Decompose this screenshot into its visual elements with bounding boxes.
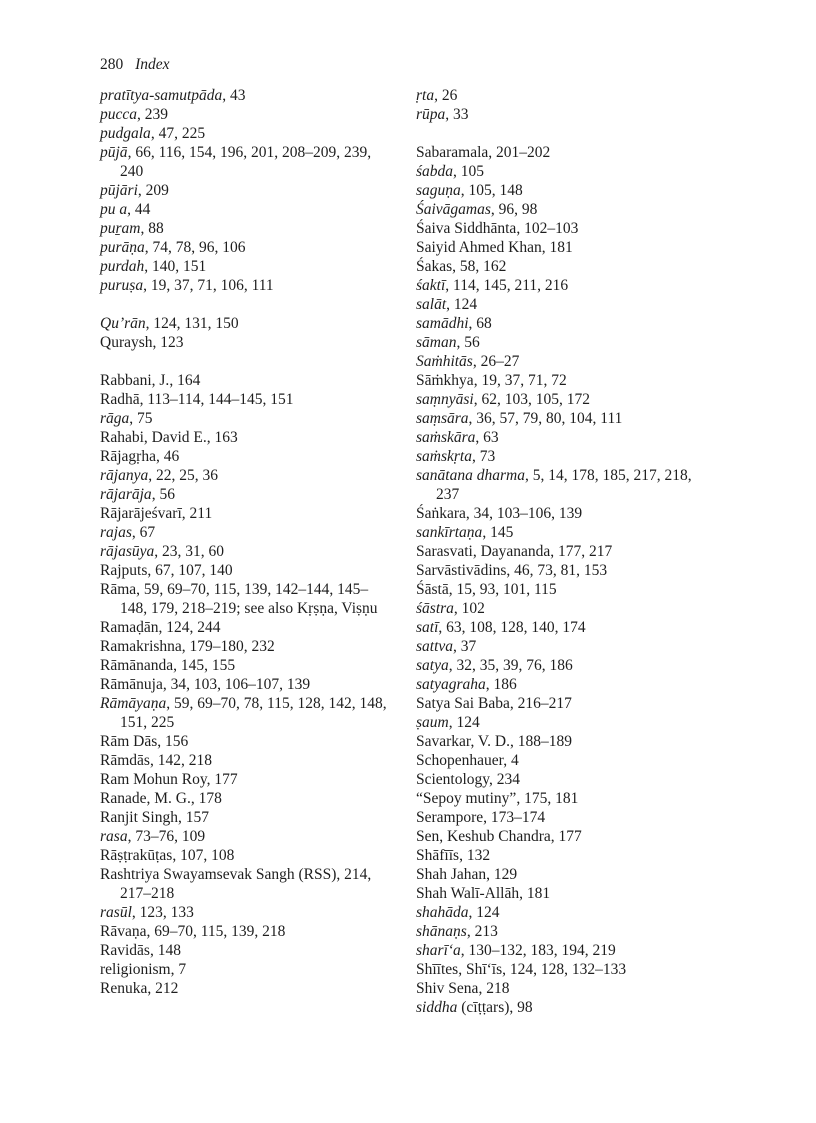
index-locators: , 124 (448, 714, 480, 731)
index-entry (100, 542, 390, 561)
index-entry (416, 694, 716, 713)
index-entry (100, 124, 390, 143)
index-locators: , 67 (131, 524, 156, 541)
index-locators: , 73 (471, 448, 496, 465)
index-term: purdah (100, 258, 145, 275)
index-term: salāt (416, 296, 447, 313)
index-term: Radhā (100, 391, 140, 408)
index-entry (416, 276, 716, 295)
index-locators: , 19, 37, 71, 72 (473, 372, 567, 389)
index-term: Saiyid Ahmed Khan (416, 239, 542, 256)
index-term: siddha (416, 999, 458, 1016)
index-locators: , 156 (157, 733, 189, 750)
index-locators: , 175, 181 (516, 790, 579, 807)
index-term: shahāda (416, 904, 469, 921)
index-term: sankīrtaṇa (416, 524, 483, 541)
index-term: pūjāri (100, 182, 138, 199)
index-entry (100, 732, 390, 751)
index-entry (416, 257, 716, 276)
index-locators: , 59, 69–70, 78, 115, 128, 142, 148, 151, 225 (120, 695, 387, 731)
index-locators: , 102–103 (516, 220, 579, 237)
index-locators: , 22, 25, 36 (148, 467, 218, 484)
index-term: Rahabi, David E. (100, 429, 207, 446)
index-entry (100, 523, 390, 542)
index-term: Śakas (416, 258, 453, 275)
index-locators: , 132 (459, 847, 491, 864)
index-term: shānaṇs (416, 923, 467, 940)
index-term: Rāma (100, 581, 137, 598)
index-term: Serampore (416, 809, 484, 826)
index-entry (416, 884, 716, 903)
index-locators: , 124 (468, 904, 500, 921)
index-term: Śāstā (416, 581, 449, 598)
index-locators: , 59, 69–70, 115, 139, 142–144, 145–148, 179, 218–219; see also Kṛṣṇa, Viṣṇu (120, 581, 378, 617)
index-term: Sāṁkhya (416, 372, 474, 389)
index-term: Qu’rān (100, 315, 146, 332)
index-locators: , 43 (222, 87, 246, 104)
index-locators: , 177 (550, 828, 582, 845)
index-entry (416, 789, 716, 808)
index-entry (100, 485, 390, 504)
index-locators: , 34, 103–106, 139 (465, 505, 583, 522)
index-entry (416, 732, 716, 751)
index-locators: , 96, 98 (490, 201, 538, 218)
index-entry (416, 998, 716, 1017)
index-locators: , 130–132, 183, 194, 219 (460, 942, 616, 959)
index-entry (100, 181, 390, 200)
index-entry (416, 865, 716, 884)
index-entry (100, 409, 390, 428)
index-locators: , 181 (541, 239, 573, 256)
index-entry (416, 466, 716, 504)
index-entry (100, 561, 390, 580)
index-term: pudgala (100, 125, 151, 142)
index-term: rājasūya (100, 543, 155, 560)
index-locators: , 37 (453, 638, 477, 655)
index-locators: , 56 (151, 486, 175, 503)
index-locators: , 201–202 (488, 144, 551, 161)
index-entry (100, 770, 390, 789)
index-entry (416, 447, 716, 466)
index-term: Śaṅkara (416, 505, 466, 522)
index-entry (100, 637, 390, 656)
index-term: Rāmānanda (100, 657, 174, 674)
index-locators: , 56 (456, 334, 480, 351)
index-locators: , 239 (137, 106, 169, 123)
index-locators: , 58, 162 (452, 258, 507, 275)
index-term: puṟam (100, 220, 141, 237)
index-term: Savarkar, V. D. (416, 733, 510, 750)
index-locators: , 234 (489, 771, 521, 788)
index-term: ṣaum (416, 714, 449, 731)
index-term: Sarvāstivādins (416, 562, 507, 579)
index-locators: , 114, 145, 211, 216 (445, 277, 569, 294)
index-term: Sen, Keshub Chandra (416, 828, 551, 845)
index-term: Śaivāgamas (416, 201, 491, 218)
index-term: Quraysh (100, 334, 153, 351)
index-term: Satya Sai Baba (416, 695, 510, 712)
index-term: Shāfīīs (416, 847, 460, 864)
index-locators: , 63, 108, 128, 140, 174 (438, 619, 586, 636)
index-locators: , 44 (127, 201, 151, 218)
index-term: saguṇa (416, 182, 461, 199)
index-entry (100, 846, 390, 865)
index-entry (416, 200, 716, 219)
index-locators: , 66, 116, 154, 196, 201, 208–209, 239, 240 (120, 144, 372, 180)
index-term: Rāvaṇa (100, 923, 147, 940)
index-locators: , 23, 31, 60 (154, 543, 224, 560)
index-entry (100, 960, 390, 979)
index-term: sāman (416, 334, 457, 351)
index-locators: , 173–174 (483, 809, 546, 826)
page-number: 280 (100, 56, 124, 73)
index-locators: , 105 (453, 163, 485, 180)
index-entry (100, 447, 390, 466)
index-locators: , 105, 148 (460, 182, 523, 199)
index-entry (416, 409, 716, 428)
index-term: puruṣa (100, 277, 144, 294)
index-locators: , 19, 37, 71, 106, 111 (143, 277, 274, 294)
index-locators: , 46, 73, 81, 153 (506, 562, 608, 579)
index-term: Rājarājeśvarī (100, 505, 182, 522)
index-locators: , 179–180, 232 (181, 638, 275, 655)
index-term: Ranade, M. G. (100, 790, 191, 807)
index-locators: , 7 (170, 961, 187, 978)
index-entry (416, 979, 716, 998)
index-term: Ram Mohun Roy (100, 771, 207, 788)
index-locators: , 163 (206, 429, 238, 446)
index-term: Rāmdās (100, 752, 150, 769)
index-entry (416, 523, 716, 542)
index-locators: , 102 (453, 600, 485, 617)
index-entry (416, 295, 716, 314)
index-term: Sabaramala (416, 144, 489, 161)
index-locators: , 145 (482, 524, 514, 541)
index-entry (416, 428, 716, 447)
index-entry (416, 580, 716, 599)
index-term: rasūl (100, 904, 132, 921)
index-locators: , 36, 57, 79, 80, 104, 111 (468, 410, 623, 427)
index-locators: , 178 (190, 790, 222, 807)
index-locators: , 129 (486, 866, 518, 883)
index-locators: , 15, 93, 101, 115 (448, 581, 557, 598)
index-term: Rāṣṭrakūṭas (100, 847, 173, 864)
index-term: rājarāja (100, 486, 152, 503)
index-locators: , 181 (519, 885, 551, 902)
index-locators: , 148 (149, 942, 181, 959)
index-locators: , 216–217 (509, 695, 572, 712)
index-locators: , 123, 133 (131, 904, 194, 921)
index-entry (100, 428, 390, 447)
index-entry (100, 903, 390, 922)
index-entry (416, 941, 716, 960)
index-term: Rām Dās (100, 733, 158, 750)
index-term: sharī‘a (416, 942, 461, 959)
index-term: Rabbani, J. (100, 372, 170, 389)
index-locators: , 62, 103, 105, 172 (473, 391, 590, 408)
index-term: rasa (100, 828, 128, 845)
index-locators: , 145, 155 (173, 657, 236, 674)
index-entry (100, 257, 390, 276)
index-term: saṁskāra (416, 429, 476, 446)
index-entry (416, 504, 716, 523)
index-entry (416, 314, 716, 333)
index-entry (100, 105, 390, 124)
index-term: religionism (100, 961, 171, 978)
index-locators: , 113–114, 144–145, 151 (139, 391, 294, 408)
index-term: Schopenhauer (416, 752, 504, 769)
index-term: rāga (100, 410, 130, 427)
index-entry (416, 675, 716, 694)
index-entry (416, 599, 716, 618)
index-entry (100, 371, 390, 390)
index-locators: , 123 (152, 334, 184, 351)
index-locators: , 26–27 (472, 353, 520, 370)
index-entry (416, 827, 716, 846)
index-entry (100, 200, 390, 219)
index-locators: , 34, 103, 106–107, 139 (162, 676, 311, 693)
index-locators: , 107, 108 (172, 847, 235, 864)
index-entry (100, 827, 390, 846)
index-entry (416, 86, 716, 105)
index-term: Rajputs (100, 562, 148, 579)
index-term: satyagraha (416, 676, 486, 693)
index-entry (416, 352, 716, 371)
index-locators: , 47, 225 (150, 125, 206, 142)
index-entry (100, 219, 390, 238)
index-term: pu a (100, 201, 128, 218)
index-entry (416, 903, 716, 922)
index-entry (100, 466, 390, 485)
index-locators: (cīṭṭars), 98 (457, 999, 533, 1016)
index-entry (416, 656, 716, 675)
index-term: Rāmānuja (100, 676, 163, 693)
index-entry (416, 808, 716, 827)
index-locators: , 157 (177, 809, 209, 826)
index-entry (100, 580, 390, 618)
index-term: “Sepoy mutiny” (416, 790, 517, 807)
index-entry (100, 865, 390, 903)
index-entry (100, 789, 390, 808)
index-locators: , 212 (147, 980, 179, 997)
index-entry (416, 238, 716, 257)
index-locators: , 213 (466, 923, 498, 940)
index-locators: , 5, 14, 178, 185, 217, 218, 237 (436, 467, 692, 503)
index-term: samādhi (416, 315, 469, 332)
index-term: sanātana dharma (416, 467, 525, 484)
index-locators: , 124 (446, 296, 478, 313)
index-term: Rājagṛha (100, 448, 156, 465)
index-locators: , 214, 217–218 (120, 866, 372, 902)
index-term: rājanya (100, 467, 149, 484)
index-entry (100, 656, 390, 675)
index-term: Shiv Sena (416, 980, 479, 997)
index-locators: , 124, 244 (158, 619, 221, 636)
index-term: Scientology (416, 771, 490, 788)
index-term: Shah Jahan (416, 866, 487, 883)
index-term: Ramaḍān (100, 619, 159, 636)
index-locators: , 67, 107, 140 (147, 562, 233, 579)
index-term: Rāmāyaṇa (100, 695, 167, 712)
index-entry (416, 143, 716, 162)
index-term: satī (416, 619, 439, 636)
index-term: pucca (100, 106, 138, 123)
index-term: sattva (416, 638, 454, 655)
index-term: saṁskṛta (416, 448, 472, 465)
index-entry (416, 846, 716, 865)
index-entry (100, 618, 390, 637)
index-entry (100, 694, 390, 732)
index-term: Shīītes, Shī‘īs (416, 961, 503, 978)
index-locators: , 88 (140, 220, 164, 237)
index-term: Śaiva Siddhānta (416, 220, 517, 237)
index-locators: , 26 (434, 87, 458, 104)
index-term: śaktī (416, 277, 446, 294)
index-entry (100, 979, 390, 998)
index-locators: , 177 (206, 771, 238, 788)
index-entry (416, 618, 716, 637)
index-entry (416, 333, 716, 352)
index-locators: , 69–70, 115, 139, 218 (146, 923, 286, 940)
index-entry (416, 751, 716, 770)
running-head (100, 55, 170, 74)
index-entry (100, 675, 390, 694)
index-term: Sarasvati, Dayananda (416, 543, 551, 560)
index-locators: , 124, 131, 150 (145, 315, 239, 332)
index-locators: , 124, 128, 132–133 (502, 961, 627, 978)
index-entry (416, 181, 716, 200)
index-locators: , 46 (155, 448, 180, 465)
index-locators: , 164 (169, 372, 201, 389)
index-term: Ramakrishna (100, 638, 182, 655)
index-term: Ranjit Singh (100, 809, 178, 826)
index-locators: , 140, 151 (144, 258, 207, 275)
index-locators: , 63 (475, 429, 499, 446)
section-title: Index (135, 56, 170, 73)
index-locators: , 209 (137, 182, 169, 199)
index-entry (100, 238, 390, 257)
index-term: pūjā (100, 144, 128, 161)
index-locators: , 218 (478, 980, 510, 997)
index-entry (100, 390, 390, 409)
index-locators: , 75 (129, 410, 153, 427)
index-entry (416, 542, 716, 561)
index-entry (416, 390, 716, 409)
index-entry (416, 713, 716, 732)
index-locators: , 142, 218 (149, 752, 212, 769)
index-locators: , 32, 35, 39, 76, 186 (448, 657, 573, 674)
index-entry (100, 922, 390, 941)
index-entry (416, 371, 716, 390)
index-locators: , 74, 78, 96, 106 (144, 239, 246, 256)
index-term: saṃsāra (416, 410, 469, 427)
index-entry (100, 86, 390, 105)
index-term: Ravidās (100, 942, 150, 959)
index-term: satya (416, 657, 449, 674)
index-entry (100, 504, 390, 523)
index-locators: , 73–76, 109 (127, 828, 206, 845)
index-term: śāstra (416, 600, 454, 617)
index-entry (416, 960, 716, 979)
index-term: Rashtriya Swayamsevak Sangh (RSS) (100, 866, 337, 883)
index-term: saṃnyāsi (416, 391, 474, 408)
index-entry (100, 276, 390, 295)
index-locators: , 68 (468, 315, 492, 332)
index-locators: , 211 (181, 505, 213, 522)
index-locators: , 33 (445, 106, 469, 123)
index-locators: , 4 (503, 752, 519, 769)
index-term: rūpa (416, 106, 446, 123)
index-entry (100, 314, 390, 333)
index-locators: , 186 (485, 676, 517, 693)
index-term: purāṇa (100, 239, 145, 256)
index-term: ṛta (416, 87, 435, 104)
index-entry (416, 162, 716, 181)
index-entry (100, 751, 390, 770)
index-entry (416, 922, 716, 941)
index-term: Renuka (100, 980, 148, 997)
index-locators: , 177, 217 (550, 543, 613, 560)
index-entry (100, 941, 390, 960)
index-entry (416, 105, 716, 124)
index-term: Shah Walī-Allāh (416, 885, 520, 902)
index-term: śabda (416, 163, 454, 180)
index-term: pratītya-samutpāda (100, 87, 223, 104)
index-term: rajas (100, 524, 132, 541)
index-entry (416, 770, 716, 789)
index-term: Saṁhitās (416, 353, 473, 370)
index-column-right (416, 86, 716, 1017)
index-column-left (100, 86, 390, 998)
index-entry (416, 637, 716, 656)
index-entry (416, 219, 716, 238)
index-entry (100, 333, 390, 352)
index-entry (416, 561, 716, 580)
index-locators: , 188–189 (509, 733, 572, 750)
index-entry (100, 808, 390, 827)
index-entry (100, 143, 390, 181)
